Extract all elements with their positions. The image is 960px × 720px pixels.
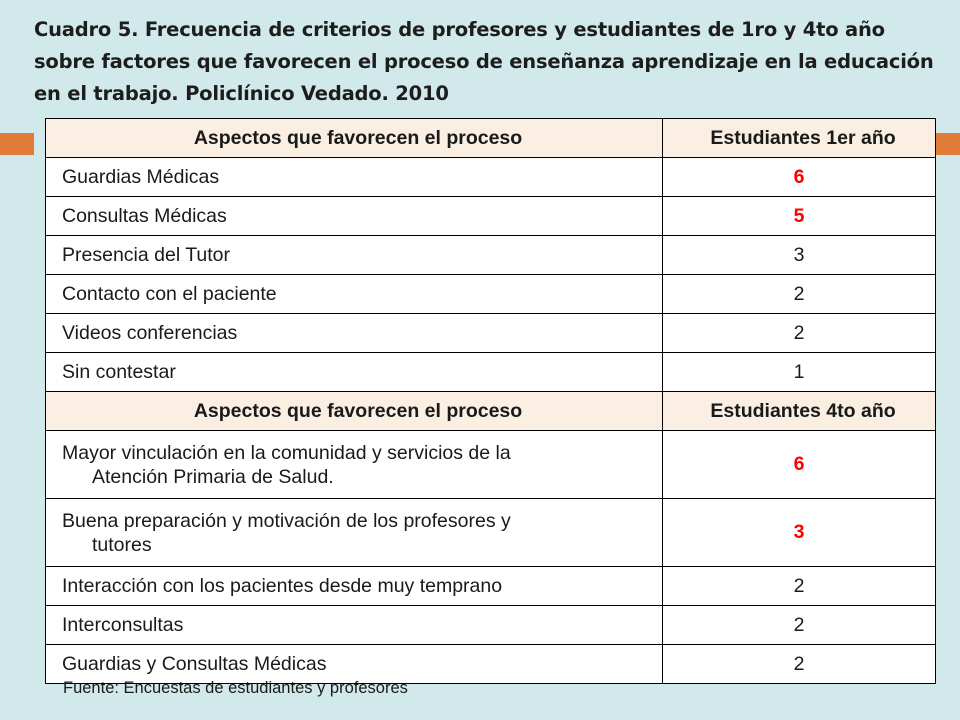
value-cell: 2 — [663, 567, 936, 606]
table-row — [46, 197, 936, 236]
slide-title: Cuadro 5. Frecuencia de criterios de profesores y estudiantes de 1ro y 4to año sobre factores que favorecen el proceso de enseñanza aprendizaje en la educación en el trabajo. Policlínico Vedado. 2010 — [34, 18, 934, 105]
aspect-cell — [46, 431, 663, 499]
header-students-1er: Estudiantes 1er año — [663, 119, 936, 158]
aspect-cell: Guardias Médicas — [46, 158, 663, 197]
header-students-4to: Estudiantes 4to año — [663, 392, 936, 431]
table-row — [46, 275, 936, 314]
value-cell: 2 — [663, 606, 936, 645]
aspect-cell: Interconsultas — [46, 606, 663, 645]
aspect-cell: Presencia del Tutor — [46, 236, 663, 275]
table-row — [46, 645, 936, 684]
header-aspect: Aspectos que favorecen el proceso — [46, 392, 663, 431]
table-row — [46, 158, 936, 197]
value-cell: 1 — [663, 353, 936, 392]
value-cell: 2 — [663, 314, 936, 353]
table-header-row-1er — [46, 119, 936, 158]
frequency-table — [45, 118, 936, 684]
aspect-line-2: tutores — [92, 533, 152, 556]
value-cell: 5 — [663, 197, 936, 236]
table-row — [46, 606, 936, 645]
aspect-cell: Videos conferencias — [46, 314, 663, 353]
accent-bar-left — [0, 133, 34, 155]
value-cell: 3 — [663, 499, 936, 567]
aspect-cell — [46, 499, 663, 567]
table-row — [46, 314, 936, 353]
source-footnote: Fuente: Encuestas de estudiantes y profesores — [63, 679, 408, 697]
table-row — [46, 353, 936, 392]
aspect-cell: Consultas Médicas — [46, 197, 663, 236]
value-cell: 2 — [663, 275, 936, 314]
value-cell: 2 — [663, 645, 936, 684]
aspect-cell: Guardias y Consultas Médicas — [46, 645, 663, 684]
table-row — [46, 236, 936, 275]
header-aspect: Aspectos que favorecen el proceso — [46, 119, 663, 158]
aspect-cell: Interacción con los pacientes desde muy temprano — [46, 567, 663, 606]
value-cell: 3 — [663, 236, 936, 275]
aspect-cell: Sin contestar — [46, 353, 663, 392]
value-cell: 6 — [663, 158, 936, 197]
accent-bar-right — [935, 133, 960, 155]
aspect-line-1: Buena preparación y motivación de los profesores y — [62, 509, 511, 532]
table-row — [46, 499, 936, 567]
aspect-line-2: Atención Primaria de Salud. — [92, 465, 334, 488]
value-cell: 6 — [663, 431, 936, 499]
aspect-line-1: Mayor vinculación en la comunidad y servicios de la — [62, 441, 511, 464]
table-header-row-4to — [46, 392, 936, 431]
table-row — [46, 431, 936, 499]
aspect-cell: Contacto con el paciente — [46, 275, 663, 314]
table-row — [46, 567, 936, 606]
